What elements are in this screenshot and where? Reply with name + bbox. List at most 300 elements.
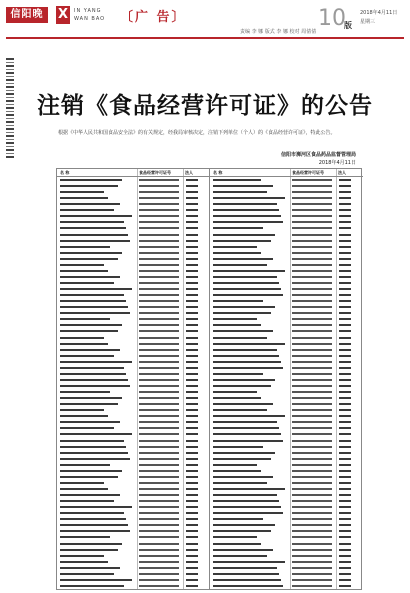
row-name-cell: [60, 288, 132, 290]
row-person-cell: [339, 482, 351, 484]
row-person-cell: [339, 185, 351, 187]
row-person-cell: [339, 330, 351, 332]
row-license-cell: [139, 227, 179, 229]
row-license-cell: [292, 379, 332, 381]
row-name-cell: [60, 209, 114, 211]
row-person-cell: [339, 409, 351, 411]
row-license-cell: [292, 312, 332, 314]
row-name-cell: [60, 536, 110, 538]
row-name-cell: [213, 433, 281, 435]
row-license-cell: [139, 270, 179, 272]
row-name-cell: [60, 221, 124, 223]
row-person-cell: [339, 361, 351, 363]
row-person-cell: [186, 215, 198, 217]
row-name-cell: [60, 185, 118, 187]
table-header: [210, 169, 363, 177]
row-name-cell: [213, 585, 283, 587]
row-person-cell: [339, 452, 351, 454]
row-person-cell: [186, 403, 198, 405]
row-person-cell: [186, 246, 198, 248]
row-person-cell: [186, 330, 198, 332]
row-name-cell: [213, 282, 279, 284]
row-person-cell: [186, 579, 198, 581]
row-name-cell: [60, 458, 130, 460]
row-person-cell: [186, 288, 198, 290]
row-person-cell: [186, 312, 198, 314]
row-person-cell: [339, 300, 351, 302]
header-license-number: 食品经营许可证号: [139, 170, 171, 175]
row-license-cell: [139, 549, 179, 551]
row-name-cell: [213, 567, 277, 569]
row-name-cell: [213, 506, 281, 508]
row-license-cell: [139, 403, 179, 405]
row-person-cell: [339, 234, 351, 236]
row-license-cell: [139, 585, 179, 587]
row-person-cell: [339, 270, 351, 272]
section-tag: 〔广 告〕: [120, 10, 187, 25]
row-person-cell: [339, 549, 351, 551]
row-license-cell: [292, 488, 332, 490]
page-suffix: 版: [344, 21, 352, 30]
row-name-cell: [213, 543, 261, 545]
row-license-cell: [139, 397, 179, 399]
row-name-cell: [60, 452, 128, 454]
row-license-cell: [292, 530, 332, 532]
row-person-cell: [186, 427, 198, 429]
row-person-cell: [339, 458, 351, 460]
row-license-cell: [292, 549, 332, 551]
row-name-cell: [213, 482, 267, 484]
row-name-cell: [60, 482, 104, 484]
row-name-cell: [213, 391, 257, 393]
row-license-cell: [139, 440, 179, 442]
row-person-cell: [339, 318, 351, 320]
row-license-cell: [292, 349, 332, 351]
row-name-cell: [213, 288, 281, 290]
row-person-cell: [339, 246, 351, 248]
row-person-cell: [186, 385, 198, 387]
row-license-cell: [139, 482, 179, 484]
row-license-cell: [139, 488, 179, 490]
row-person-cell: [339, 373, 351, 375]
license-table: [56, 168, 362, 590]
row-name-cell: [213, 397, 261, 399]
row-person-cell: [339, 324, 351, 326]
row-person-cell: [339, 379, 351, 381]
row-name-cell: [213, 300, 263, 302]
row-name-cell: [213, 258, 273, 260]
row-license-cell: [292, 264, 332, 266]
row-person-cell: [186, 470, 198, 472]
row-person-cell: [186, 397, 198, 399]
row-license-cell: [292, 294, 332, 296]
newspaper-logo: 信阳晚报: [6, 7, 48, 23]
row-name-cell: [60, 421, 120, 423]
row-name-cell: [60, 330, 118, 332]
row-license-cell: [139, 555, 179, 557]
row-license-cell: [139, 470, 179, 472]
row-license-cell: [292, 252, 332, 254]
row-license-cell: [292, 427, 332, 429]
row-name-cell: [60, 494, 120, 496]
row-name-cell: [60, 282, 114, 284]
row-license-cell: [139, 282, 179, 284]
row-person-cell: [186, 318, 198, 320]
row-license-cell: [292, 300, 332, 302]
row-license-cell: [139, 330, 179, 332]
row-name-cell: [213, 318, 257, 320]
row-license-cell: [139, 446, 179, 448]
row-name-cell: [60, 506, 132, 508]
row-name-cell: [60, 488, 108, 490]
row-name-cell: [60, 512, 124, 514]
row-license-cell: [139, 573, 179, 575]
header-legal-person: 法人: [338, 170, 346, 175]
row-person-cell: [186, 252, 198, 254]
row-license-cell: [139, 494, 179, 496]
row-name-cell: [60, 579, 132, 581]
table-header: [57, 169, 210, 177]
row-person-cell: [339, 488, 351, 490]
row-license-cell: [292, 355, 332, 357]
row-name-cell: [60, 258, 118, 260]
row-license-cell: [139, 349, 179, 351]
row-person-cell: [339, 197, 351, 199]
row-person-cell: [186, 561, 198, 563]
row-license-cell: [292, 543, 332, 545]
row-person-cell: [339, 415, 351, 417]
row-name-cell: [213, 488, 285, 490]
row-name-cell: [213, 234, 275, 236]
row-name-cell: [60, 294, 124, 296]
row-name-cell: [213, 500, 279, 502]
row-license-cell: [292, 191, 332, 193]
row-person-cell: [186, 494, 198, 496]
row-name-cell: [213, 385, 271, 387]
row-license-cell: [292, 227, 332, 229]
row-license-cell: [292, 203, 332, 205]
row-license-cell: [292, 446, 332, 448]
row-name-cell: [60, 385, 130, 387]
row-name-cell: [60, 312, 130, 314]
row-license-cell: [139, 427, 179, 429]
row-license-cell: [292, 555, 332, 557]
row-license-cell: [292, 221, 332, 223]
row-person-cell: [186, 270, 198, 272]
row-name-cell: [60, 524, 128, 526]
row-name-cell: [60, 440, 124, 442]
row-person-cell: [339, 440, 351, 442]
header-legal-person: 法人: [185, 170, 193, 175]
masthead-divider: [6, 37, 404, 39]
row-license-cell: [139, 264, 179, 266]
row-license-cell: [139, 361, 179, 363]
row-name-cell: [60, 361, 132, 363]
row-name-cell: [213, 264, 267, 266]
row-person-cell: [339, 536, 351, 538]
row-name-cell: [60, 397, 122, 399]
row-name-cell: [213, 476, 273, 478]
row-name-cell: [213, 191, 267, 193]
row-person-cell: [186, 555, 198, 557]
row-license-cell: [292, 421, 332, 423]
table-rows: [57, 177, 210, 589]
row-name-cell: [60, 585, 124, 587]
row-person-cell: [186, 530, 198, 532]
row-person-cell: [339, 221, 351, 223]
row-license-cell: [292, 470, 332, 472]
row-person-cell: [186, 446, 198, 448]
row-person-cell: [186, 349, 198, 351]
row-license-cell: [292, 337, 332, 339]
row-license-cell: [139, 318, 179, 320]
row-person-cell: [339, 585, 351, 587]
row-name-cell: [213, 227, 263, 229]
row-person-cell: [339, 179, 351, 181]
row-license-cell: [139, 367, 179, 369]
row-person-cell: [186, 476, 198, 478]
row-person-cell: [186, 488, 198, 490]
row-person-cell: [186, 203, 198, 205]
row-license-cell: [139, 288, 179, 290]
row-name-cell: [60, 476, 118, 478]
row-name-cell: [213, 530, 271, 532]
row-license-cell: [139, 300, 179, 302]
row-name-cell: [213, 494, 277, 496]
row-name-cell: [213, 524, 275, 526]
row-name-cell: [60, 549, 118, 551]
row-license-cell: [292, 318, 332, 320]
row-name-cell: [60, 179, 122, 181]
row-license-cell: [139, 324, 179, 326]
row-name-cell: [60, 215, 132, 217]
row-person-cell: [186, 452, 198, 454]
row-name-cell: [213, 421, 277, 423]
row-license-cell: [292, 561, 332, 563]
row-person-cell: [339, 215, 351, 217]
row-name-cell: [60, 246, 110, 248]
row-person-cell: [186, 179, 198, 181]
row-license-cell: [292, 240, 332, 242]
row-license-cell: [292, 524, 332, 526]
row-license-cell: [292, 415, 332, 417]
row-person-cell: [339, 367, 351, 369]
row-person-cell: [186, 549, 198, 551]
row-license-cell: [292, 452, 332, 454]
row-name-cell: [213, 446, 263, 448]
row-person-cell: [339, 312, 351, 314]
row-person-cell: [339, 573, 351, 575]
row-license-cell: [292, 367, 332, 369]
row-name-cell: [60, 379, 128, 381]
row-person-cell: [339, 294, 351, 296]
header-license-number: 食品经营许可证号: [292, 170, 324, 175]
row-name-cell: [60, 567, 120, 569]
row-license-cell: [292, 458, 332, 460]
row-license-cell: [139, 433, 179, 435]
row-person-cell: [339, 476, 351, 478]
row-license-cell: [292, 567, 332, 569]
row-name-cell: [60, 561, 108, 563]
row-license-cell: [139, 506, 179, 508]
row-name-cell: [60, 415, 108, 417]
row-name-cell: [60, 191, 104, 193]
row-license-cell: [139, 476, 179, 478]
row-person-cell: [339, 349, 351, 351]
row-license-cell: [292, 433, 332, 435]
logo-pinyin: IN YANG WAN BAO: [74, 8, 106, 22]
row-person-cell: [339, 555, 351, 557]
row-license-cell: [139, 221, 179, 223]
row-license-cell: [139, 536, 179, 538]
notice-intro: 根据《中华人民共和国食品安全法》的有关规定，经我局审核决定，注销下列单位（个人）的《食品经营许可证》，特此公告。: [58, 130, 336, 136]
row-person-cell: [186, 567, 198, 569]
notice-title: 注销《食品经营许可证》的公告: [37, 92, 373, 119]
row-person-cell: [186, 191, 198, 193]
row-license-cell: [292, 409, 332, 411]
row-name-cell: [60, 270, 108, 272]
row-license-cell: [292, 494, 332, 496]
row-person-cell: [339, 276, 351, 278]
row-person-cell: [339, 355, 351, 357]
row-license-cell: [292, 215, 332, 217]
row-name-cell: [60, 464, 110, 466]
row-name-cell: [213, 440, 283, 442]
row-person-cell: [186, 343, 198, 345]
row-license-cell: [292, 361, 332, 363]
issue-date-line: 2018年4月11日: [360, 10, 398, 16]
row-person-cell: [339, 579, 351, 581]
row-person-cell: [186, 421, 198, 423]
row-license-cell: [139, 246, 179, 248]
row-name-cell: [213, 518, 263, 520]
row-license-cell: [292, 282, 332, 284]
row-name-cell: [60, 470, 122, 472]
row-person-cell: [186, 573, 198, 575]
row-name-cell: [213, 306, 275, 308]
row-name-cell: [60, 543, 122, 545]
row-license-cell: [292, 373, 332, 375]
row-name-cell: [60, 234, 128, 236]
row-name-cell: [213, 367, 283, 369]
row-person-cell: [339, 264, 351, 266]
row-license-cell: [292, 440, 332, 442]
row-license-cell: [292, 197, 332, 199]
row-name-cell: [213, 185, 273, 187]
row-license-cell: [292, 185, 332, 187]
row-name-cell: [213, 361, 281, 363]
row-person-cell: [186, 512, 198, 514]
row-person-cell: [339, 433, 351, 435]
row-name-cell: [213, 221, 283, 223]
row-name-cell: [213, 209, 279, 211]
row-person-cell: [339, 343, 351, 345]
row-name-cell: [213, 197, 285, 199]
row-name-cell: [213, 240, 271, 242]
row-name-cell: [60, 276, 120, 278]
row-person-cell: [186, 185, 198, 187]
row-person-cell: [339, 403, 351, 405]
row-license-cell: [292, 476, 332, 478]
row-license-cell: [139, 379, 179, 381]
row-license-cell: [139, 343, 179, 345]
row-license-cell: [139, 385, 179, 387]
row-name-cell: [60, 367, 124, 369]
row-person-cell: [339, 203, 351, 205]
row-name-cell: [213, 324, 261, 326]
row-person-cell: [186, 367, 198, 369]
row-license-cell: [139, 312, 179, 314]
row-name-cell: [60, 343, 108, 345]
row-person-cell: [339, 464, 351, 466]
row-person-cell: [339, 337, 351, 339]
row-name-cell: [60, 446, 126, 448]
row-license-cell: [139, 203, 179, 205]
row-person-cell: [186, 433, 198, 435]
row-person-cell: [339, 427, 351, 429]
row-license-cell: [139, 530, 179, 532]
row-person-cell: [339, 530, 351, 532]
row-person-cell: [186, 373, 198, 375]
row-license-cell: [139, 276, 179, 278]
row-name-cell: [213, 252, 261, 254]
table-row: [57, 583, 210, 589]
row-person-cell: [186, 391, 198, 393]
row-person-cell: [186, 324, 198, 326]
row-license-cell: [139, 197, 179, 199]
row-person-cell: [339, 518, 351, 520]
row-person-cell: [186, 264, 198, 266]
row-person-cell: [186, 300, 198, 302]
row-license-cell: [292, 536, 332, 538]
row-person-cell: [186, 585, 198, 587]
row-license-cell: [139, 185, 179, 187]
row-license-cell: [139, 373, 179, 375]
row-license-cell: [292, 288, 332, 290]
row-person-cell: [186, 458, 198, 460]
row-person-cell: [186, 227, 198, 229]
row-name-cell: [60, 227, 126, 229]
row-person-cell: [186, 543, 198, 545]
row-person-cell: [186, 361, 198, 363]
row-license-cell: [139, 561, 179, 563]
row-name-cell: [213, 330, 273, 332]
row-license-cell: [292, 512, 332, 514]
row-license-cell: [139, 464, 179, 466]
row-person-cell: [339, 391, 351, 393]
row-name-cell: [213, 294, 283, 296]
row-name-cell: [60, 573, 114, 575]
row-license-cell: [292, 330, 332, 332]
row-license-cell: [139, 579, 179, 581]
notice-issuer: 信阳市浉河区食品药品监督管理局: [280, 152, 356, 158]
row-license-cell: [292, 518, 332, 520]
row-person-cell: [339, 385, 351, 387]
row-license-cell: [292, 209, 332, 211]
row-name-cell: [213, 312, 271, 314]
row-license-cell: [139, 240, 179, 242]
row-person-cell: [186, 506, 198, 508]
row-name-cell: [213, 427, 279, 429]
license-table-left-column: [57, 169, 210, 589]
row-license-cell: [139, 518, 179, 520]
row-person-cell: [339, 543, 351, 545]
row-license-cell: [139, 234, 179, 236]
row-person-cell: [339, 397, 351, 399]
row-name-cell: [213, 203, 277, 205]
row-name-cell: [213, 458, 271, 460]
editor-credits: 责编 李 娜 版式 李 娜 校对 周倩倩: [240, 29, 317, 35]
